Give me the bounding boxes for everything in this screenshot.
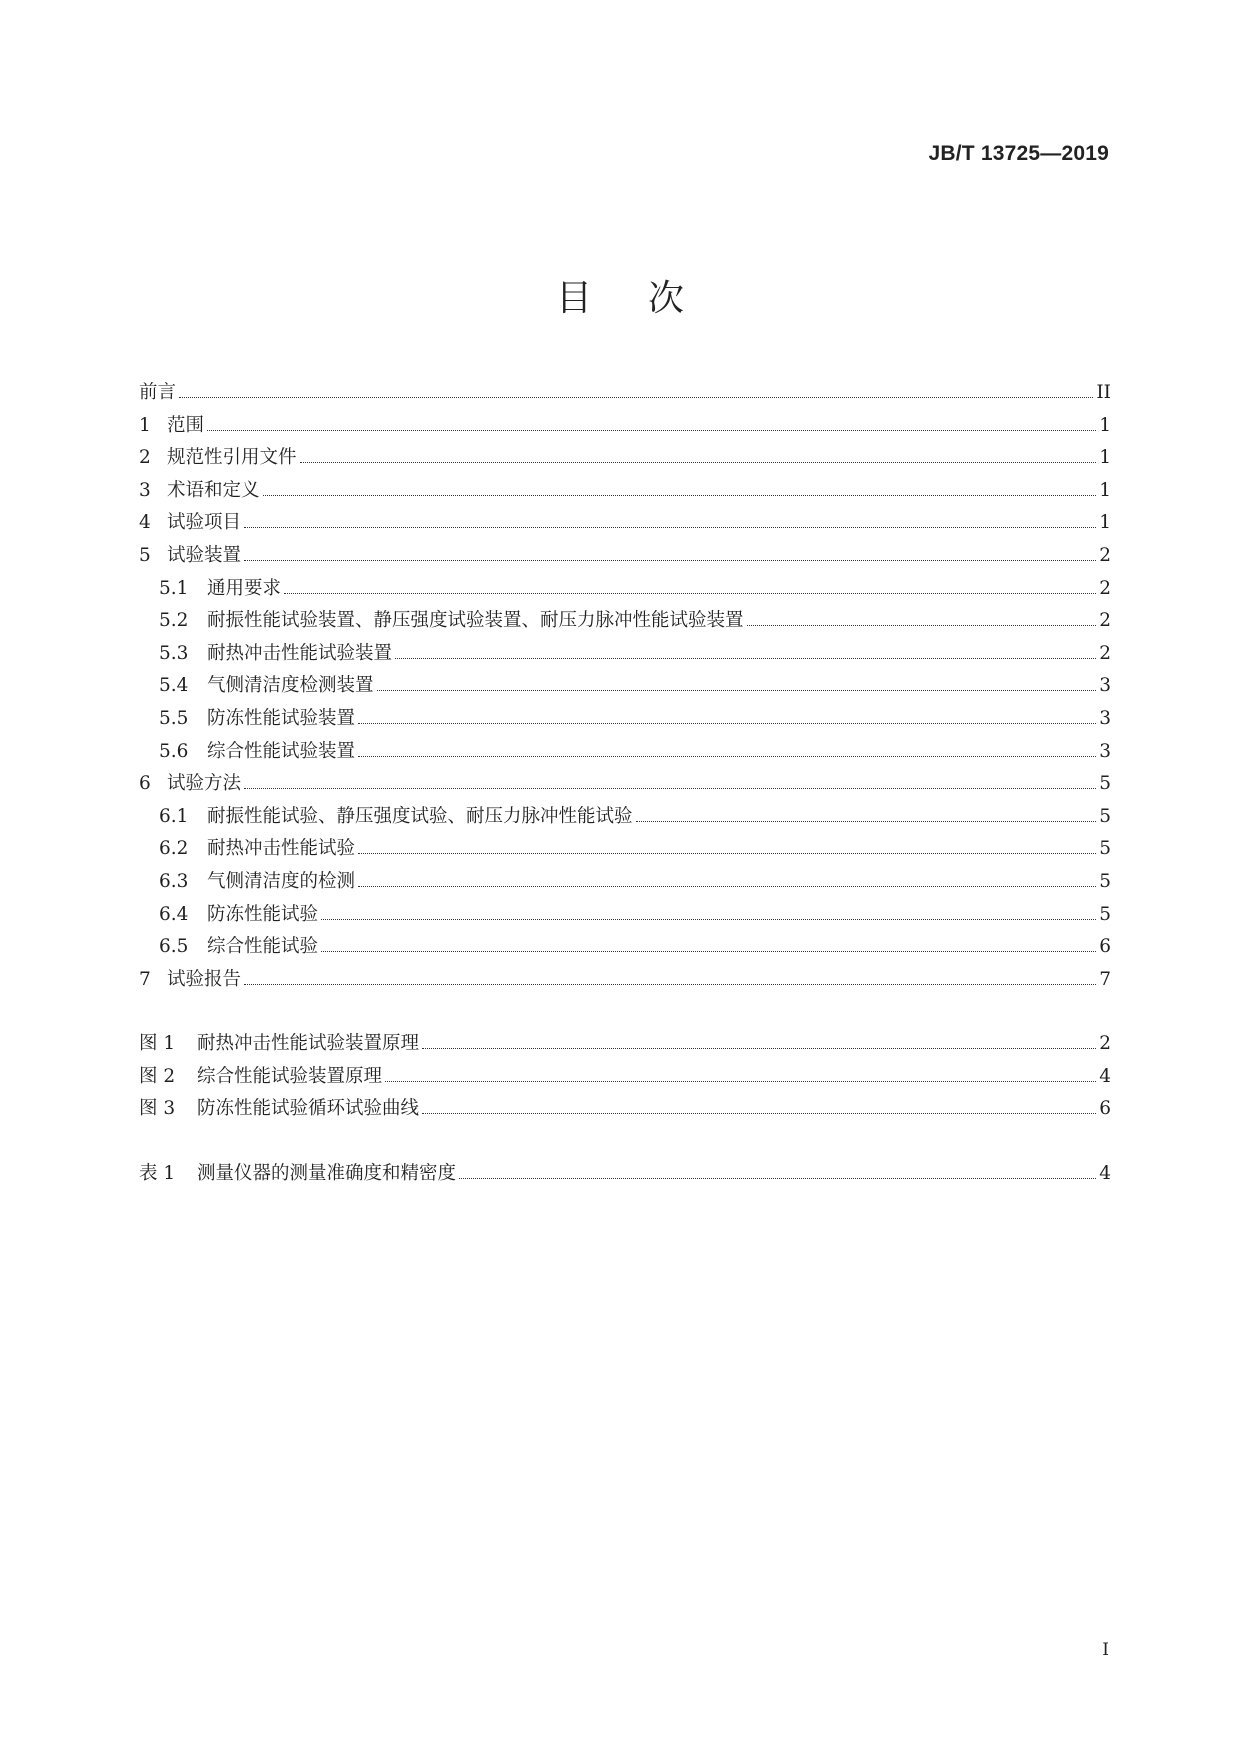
toc-entry[interactable]	[139, 1028, 1111, 1061]
toc-entry[interactable]	[139, 475, 1111, 508]
toc-entry-page: 6	[1099, 936, 1111, 958]
toc-entry-number: 5.6	[159, 740, 189, 762]
toc-figures	[139, 1028, 1111, 1126]
dot-leader	[377, 690, 1097, 691]
toc-entry-page: 2	[1099, 1033, 1111, 1055]
toc-entry-label: 耐振性能试验、静压强度试验、耐压力脉冲性能试验	[207, 805, 633, 827]
dot-leader	[207, 430, 1096, 431]
dot-leader	[244, 788, 1096, 789]
toc-entry-label: 防冻性能试验循环试验曲线	[197, 1098, 420, 1120]
toc-entry-label: 范围	[167, 414, 205, 436]
toc-entry-label: 综合性能试验装置原理	[197, 1065, 383, 1087]
toc-sections	[139, 377, 1111, 996]
dot-leader	[300, 462, 1097, 463]
document-code: JB/T 13725—2019	[928, 142, 1109, 165]
toc-entry-page: 5	[1099, 903, 1111, 925]
toc-entry[interactable]	[139, 1061, 1111, 1094]
toc-entry-label: 前言	[139, 382, 177, 403]
toc-entry-label: 通用要求	[207, 577, 282, 599]
toc-entry[interactable]	[139, 931, 1111, 964]
toc-entry-label: 防冻性能试验装置	[207, 707, 356, 729]
toc-gap	[139, 996, 1111, 1028]
toc-entry[interactable]	[139, 768, 1111, 801]
dot-leader	[321, 951, 1096, 952]
toc-entry-label: 耐热冲击性能试验装置	[207, 642, 393, 664]
toc-entry-page: 1	[1099, 414, 1111, 436]
toc-entry[interactable]	[139, 540, 1111, 573]
toc-entry-page: 1	[1099, 512, 1111, 534]
toc-entry-page: 2	[1099, 544, 1111, 566]
toc-entry-number: 6	[139, 773, 151, 795]
toc-entry[interactable]	[139, 1158, 1111, 1191]
toc-entry-number: 4	[139, 512, 151, 534]
toc-entry-number: 表 1	[139, 1163, 176, 1185]
toc-entry-page: 7	[1099, 968, 1111, 990]
toc-entry[interactable]	[139, 899, 1111, 932]
toc-entry-page: 2	[1099, 577, 1111, 599]
toc-entry-number: 5.4	[159, 675, 189, 697]
toc-entry-label: 耐热冲击性能试验装置原理	[197, 1033, 420, 1055]
toc-entry-number: 2	[139, 447, 151, 469]
dot-leader	[179, 397, 1093, 398]
toc-entry[interactable]	[139, 410, 1111, 443]
toc-tables	[139, 1158, 1111, 1191]
toc-gap	[139, 1126, 1111, 1158]
toc-entry-label: 综合性能试验装置	[207, 740, 356, 762]
toc-entry-label: 耐热冲击性能试验	[207, 838, 356, 860]
toc-entry-number: 图 1	[139, 1033, 176, 1055]
toc-entry-page: 1	[1099, 447, 1111, 469]
toc-entry-number: 5.1	[159, 577, 189, 599]
toc-entry-number: 5.2	[159, 610, 189, 632]
toc-entry-label: 气侧清洁度检测装置	[207, 675, 374, 697]
toc-entry[interactable]	[139, 573, 1111, 606]
dot-leader	[395, 658, 1096, 659]
toc-entry-label: 试验报告	[167, 968, 242, 990]
toc-entry-number: 6.3	[159, 870, 189, 892]
toc-entry-page: 3	[1099, 707, 1111, 729]
toc-entry-label: 试验装置	[167, 544, 242, 566]
toc-entry-page: II	[1096, 382, 1111, 403]
toc-entry-label: 试验方法	[167, 773, 242, 795]
toc-entry-page: 2	[1099, 642, 1111, 664]
dot-leader	[244, 560, 1096, 561]
dot-leader	[422, 1113, 1096, 1114]
dot-leader	[358, 886, 1096, 887]
toc-entry-label: 术语和定义	[167, 479, 260, 501]
toc-entry[interactable]	[139, 866, 1111, 899]
toc-entry[interactable]	[139, 670, 1111, 703]
toc-entry[interactable]	[139, 507, 1111, 540]
toc-entry-number: 图 3	[139, 1098, 176, 1120]
toc-entry[interactable]	[139, 801, 1111, 834]
dot-leader	[422, 1048, 1096, 1049]
toc-entry-number: 1	[139, 414, 151, 436]
dot-leader	[636, 821, 1097, 822]
dot-leader	[321, 919, 1096, 920]
toc-entry-page: 3	[1099, 740, 1111, 762]
toc-entry-number: 6.5	[159, 936, 189, 958]
toc-entry-page: 5	[1099, 773, 1111, 795]
toc-entry-label: 气侧清洁度的检测	[207, 870, 356, 892]
toc-entry-page: 4	[1099, 1163, 1111, 1185]
dot-leader	[358, 723, 1096, 724]
dot-leader	[244, 984, 1096, 985]
toc-entry-number: 7	[139, 968, 151, 990]
toc-entry-label: 防冻性能试验	[207, 903, 319, 925]
dot-leader	[244, 527, 1096, 528]
toc-entry-number: 6.1	[159, 805, 189, 827]
dot-leader	[263, 495, 1097, 496]
toc-entry[interactable]	[139, 736, 1111, 769]
toc-entry-number: 6.2	[159, 838, 189, 860]
dot-leader	[358, 756, 1096, 757]
toc-entry[interactable]	[139, 703, 1111, 736]
toc-entry-page: 3	[1099, 675, 1111, 697]
toc-entry-number: 5.5	[159, 707, 189, 729]
toc-entry-page: 5	[1099, 838, 1111, 860]
page-number: I	[1102, 1640, 1109, 1660]
toc-entry[interactable]	[139, 605, 1111, 638]
page-title: 目次	[555, 278, 740, 319]
toc-entry-page: 2	[1099, 610, 1111, 632]
dot-leader	[459, 1178, 1096, 1179]
toc-entry-number: 5.3	[159, 642, 189, 664]
toc-entry[interactable]	[139, 964, 1111, 997]
toc-entry-number: 6.4	[159, 903, 189, 925]
toc-entry[interactable]	[139, 442, 1111, 475]
toc-entry-page: 5	[1099, 805, 1111, 827]
toc-entry[interactable]	[139, 377, 1111, 410]
toc-entry-label: 试验项目	[167, 512, 242, 534]
table-of-contents	[139, 377, 1111, 1191]
toc-entry-label: 规范性引用文件	[167, 447, 297, 469]
toc-entry[interactable]	[139, 638, 1111, 671]
toc-entry-page: 4	[1099, 1065, 1111, 1087]
toc-entry-page: 6	[1099, 1098, 1111, 1120]
toc-entry-number: 3	[139, 479, 151, 501]
dot-leader	[747, 625, 1097, 626]
dot-leader	[358, 853, 1096, 854]
dot-leader	[385, 1081, 1096, 1082]
toc-entry-page: 5	[1099, 870, 1111, 892]
toc-entry-number: 图 2	[139, 1065, 176, 1087]
dot-leader	[284, 593, 1096, 594]
toc-entry-label: 综合性能试验	[207, 936, 319, 958]
toc-entry[interactable]	[139, 1093, 1111, 1126]
toc-entry-number: 5	[139, 544, 151, 566]
toc-entry-page: 1	[1099, 479, 1111, 501]
toc-entry[interactable]	[139, 833, 1111, 866]
toc-entry-label: 耐振性能试验装置、静压强度试验装置、耐压力脉冲性能试验装置	[207, 610, 744, 632]
toc-entry-label: 测量仪器的测量准确度和精密度	[197, 1163, 457, 1185]
